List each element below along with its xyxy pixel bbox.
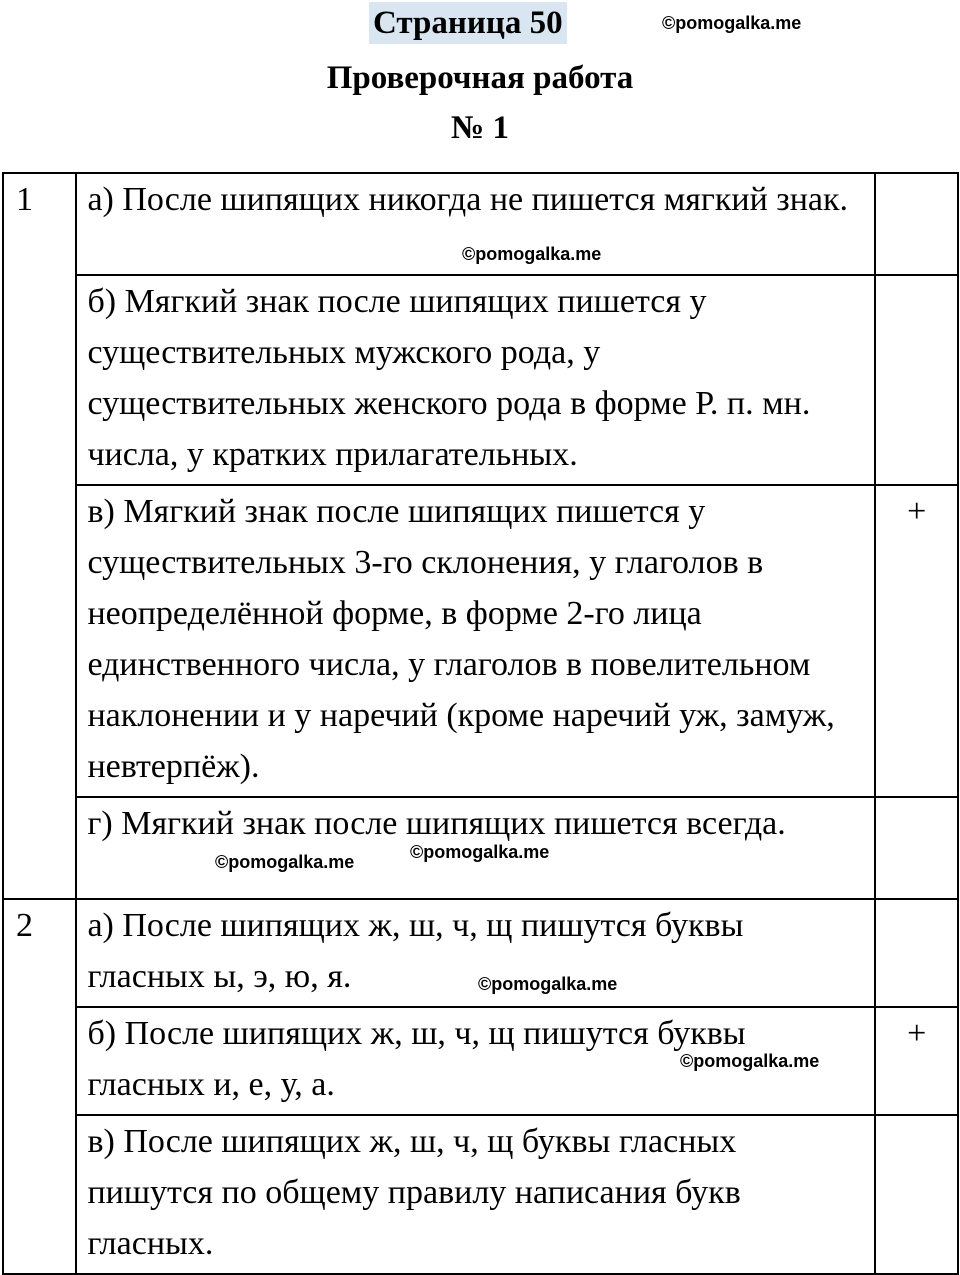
answer-mark [875, 1115, 958, 1274]
watermark: ©pomogalka.me [478, 974, 618, 994]
answer-option: б) Мягкий знак после шипящих пишется у существительных мужского рода, у существительных женского рода в форме Р. п. мн. числа, у кратких прилагательных. [76, 275, 875, 485]
table-row [3, 485, 958, 797]
answer-option: а) После шипящих ж, ш, ч, щ пишутся буквы гласных ы, э, ю, я. [76, 899, 875, 1007]
question-number: 1 [3, 173, 76, 899]
work-title: Проверочная работа [326, 60, 634, 96]
watermark: ©pomogalka.me [680, 1051, 820, 1071]
answer-option: в) После шипящих ж, ш, ч, щ буквы гласных пишутся по общему правилу написания букв гласных. [76, 1115, 875, 1274]
answer-mark: + [875, 485, 958, 797]
answer-mark [875, 173, 958, 275]
work-number: № 1 [451, 110, 509, 146]
answer-option: в) Мягкий знак после шипящих пишется у существительных 3-го склонения, у глаголов в неопределённой форме, в форме 2-го лица единственного числа, у глаголов в повелительном наклонении и у наречий (кроме наречий уж, замуж, невтерпёж). [76, 485, 875, 797]
question-number: 2 [3, 899, 76, 1274]
watermark: ©pomogalka.me [410, 842, 550, 862]
watermark: ©pomogalka.me [462, 244, 602, 264]
table-row [3, 1115, 958, 1274]
answer-mark: + [875, 1007, 958, 1115]
watermark: ©pomogalka.me [662, 13, 802, 33]
answer-option: б) После шипящих ж, ш, ч, щ пишутся буквы гласных и, е, у, а. [76, 1007, 875, 1115]
answer-mark [875, 275, 958, 485]
page-number-label: Страница 50 [369, 2, 567, 44]
answer-mark [875, 899, 958, 1007]
answer-option: а) После шипящих никогда не пишется мягкий знак. [76, 173, 875, 275]
table-row [3, 275, 958, 485]
answers-table [2, 172, 959, 1275]
answer-mark [875, 797, 958, 899]
answer-option: г) Мягкий знак после шипящих пишется всегда. [76, 797, 875, 899]
watermark: ©pomogalka.me [215, 852, 355, 872]
